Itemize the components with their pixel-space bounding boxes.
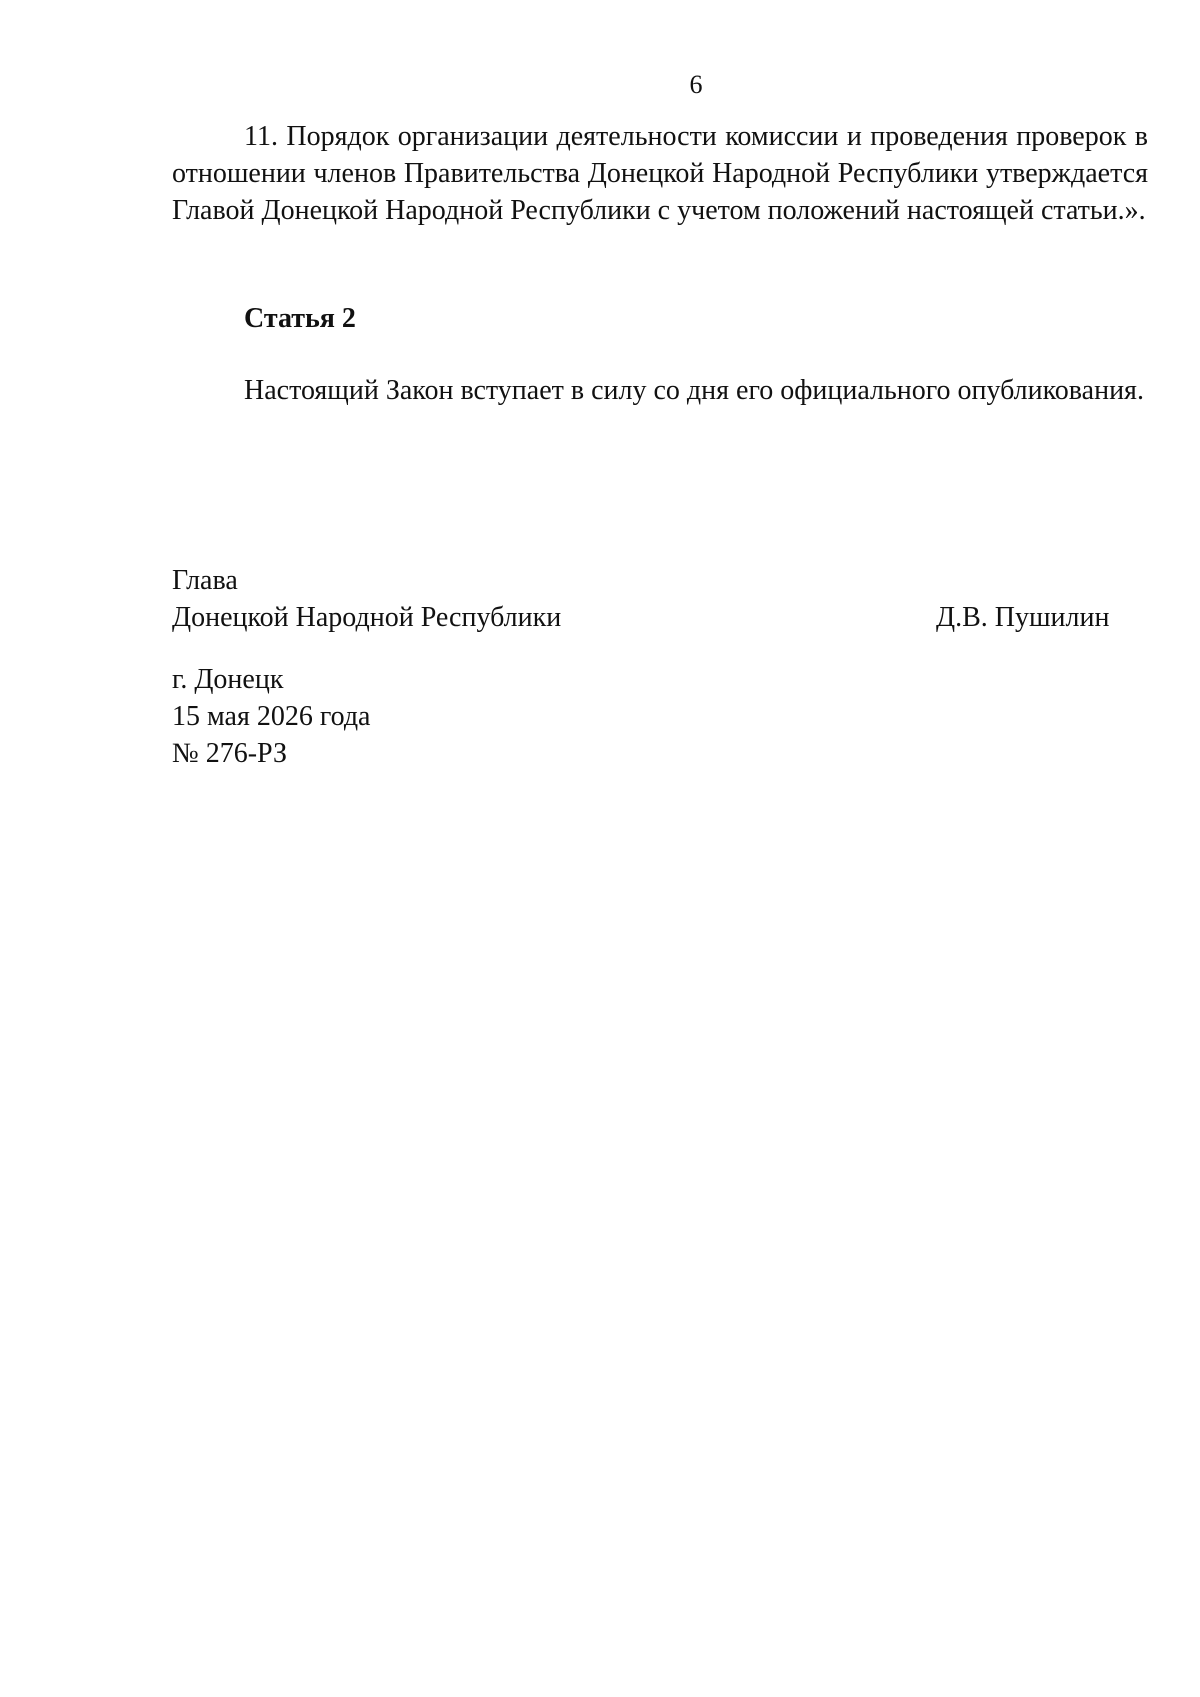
city: г. Донецк <box>172 664 284 695</box>
signatory-title <box>172 562 561 636</box>
article-heading: Статья 2 <box>244 303 356 334</box>
article-text: Настоящий Закон вступает в силу со дня его официального опубликования. <box>244 375 1144 406</box>
law-number: № 276-РЗ <box>172 738 287 769</box>
signatory-title-line-1: Глава <box>172 565 238 596</box>
paragraph-11: 11. Порядок организации деятельности комиссии и проведения проверок в отношении членов Правительства Донецкой Народной Республики утверждается Главой Донецкой Народной Республики с учетом положений настоящей статьи.». <box>172 121 1148 226</box>
page-number: 6 <box>689 70 703 99</box>
signatory-title-line-2: Донецкой Народной Республики <box>172 602 562 633</box>
place-date-block <box>172 661 371 772</box>
signatory-name: Д.В. Пушилин <box>936 602 1110 633</box>
date: 15 мая 2026 года <box>172 701 371 732</box>
